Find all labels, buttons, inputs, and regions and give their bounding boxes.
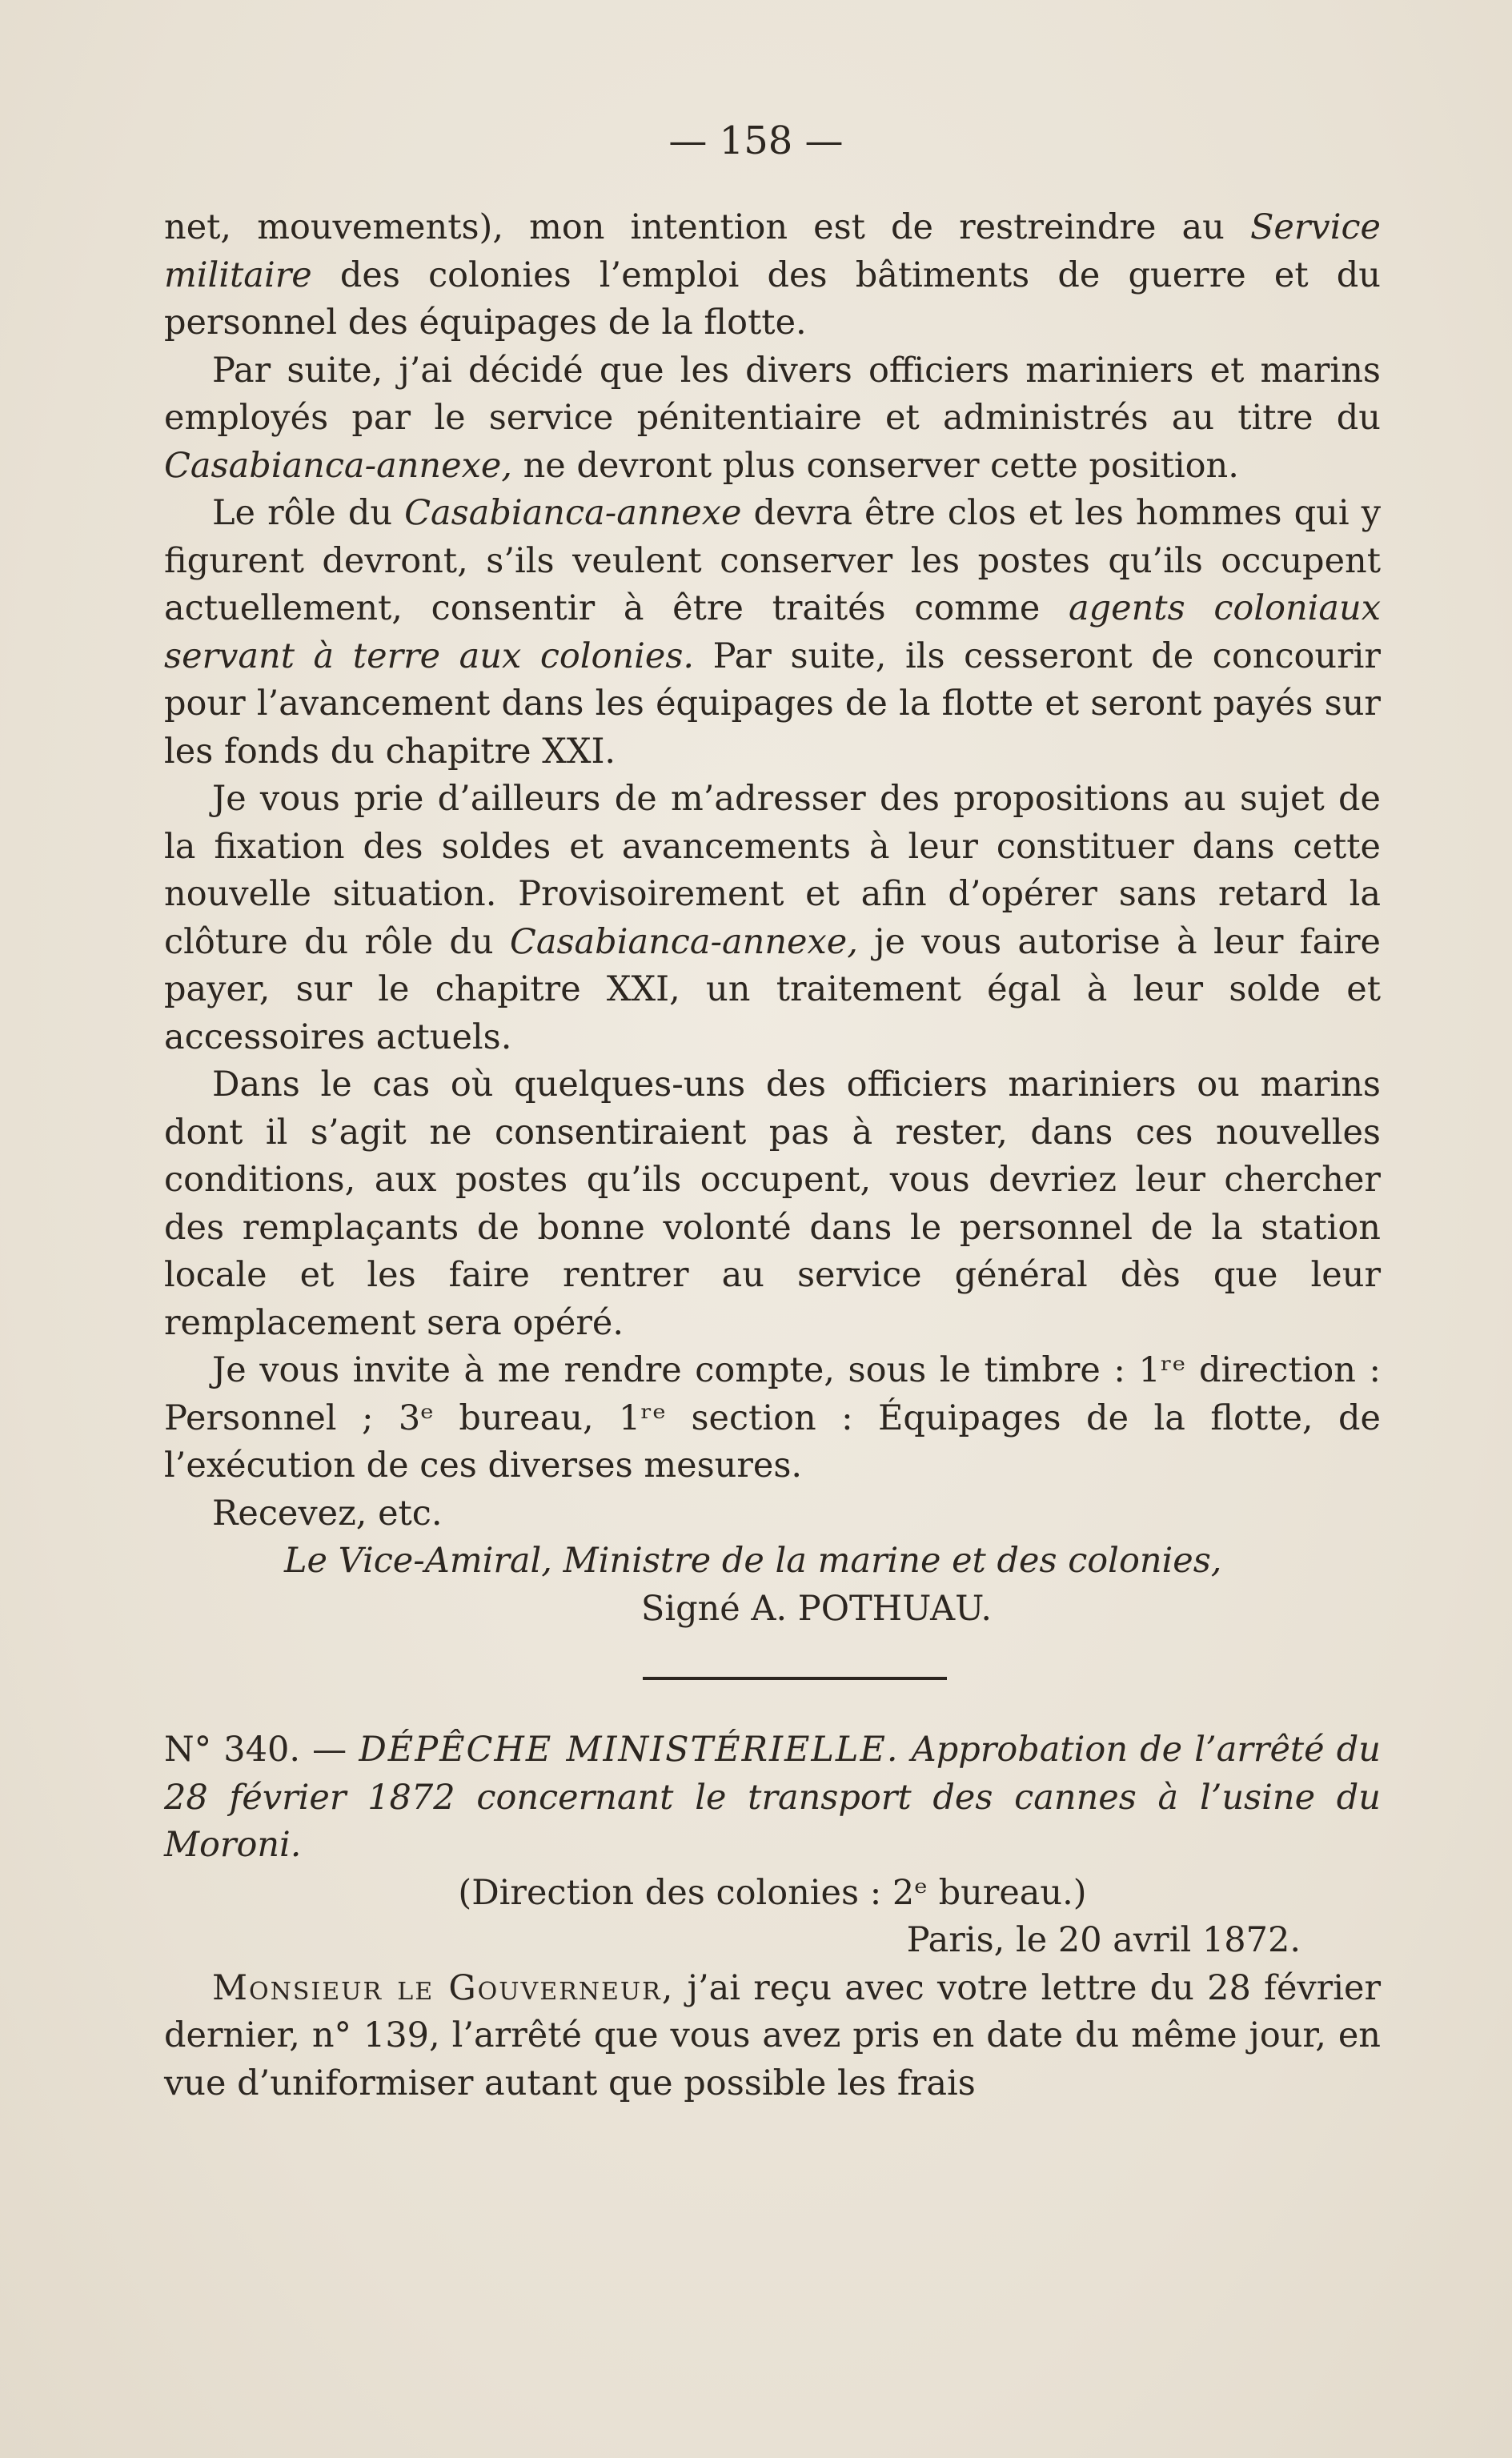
body-text xyxy=(164,204,1381,2107)
text-run: je vous autorise à leur faire payer, sur le chapitre XXI, un traitement égal à leur solde et accessoires actuels. xyxy=(164,921,1381,1057)
italic-run: agents coloniaux servant à terre aux colonies. xyxy=(164,588,1381,676)
italic-run: Service militaire xyxy=(164,207,1381,295)
direction-line: (Direction des colonies : 2ᵉ bureau.) xyxy=(458,1872,1087,1913)
entry-heading xyxy=(164,1726,1381,1870)
signature-name: Signé A. POTHUAU. xyxy=(640,1588,993,1629)
text-run: ne devront plus conserver cette position. xyxy=(511,445,1239,486)
text-run: j’ai reçu avec votre lettre du 28 février dernier, n° 139, l’arrêté que vous avez pris en date du même jour, en vue d’uniformiser autant que possible les frais xyxy=(164,1967,1381,2103)
entry-subject: Approbation de l’arrêté du 28 février 1872 concernant le transport des cannes à l’usine du Moroni. xyxy=(164,1730,1381,1865)
paragraph-2 xyxy=(164,347,1381,491)
italic-run: Casabianca-annexe xyxy=(404,493,742,533)
signature-title: Le Vice-Amiral, Ministre de la marine et des colonies, xyxy=(284,1541,1222,1581)
text-run: Par suite, j’ai décidé que les divers officiers mariniers et marins employés par le service pénitentiaire et administrés au titre du xyxy=(164,350,1381,438)
text-run: Par suite, ils cesseront de concourir pour l’avancement dans les équipages de la flotte et seront payés sur les fonds du chapitre XXI. xyxy=(164,636,1381,772)
paragraph-5: Dans le cas où quelques-uns des officiers mariniers ou marins dont il s’agit ne consentiraient pas à rester, dans ces nouvelles conditions, aux postes qu’ils occupent, vous devriez leur chercher des remplaçants de bonne volonté dans le personnel de la station locale et les faire rentrer au service général dès que leur remplacement sera opéré. xyxy=(164,1065,1381,1343)
text-run: devra être clos et les hommes qui y figurent devront, s’ils veulent conserver les postes qu’ils occupent actuellement, consentir à être traités comme xyxy=(164,493,1381,628)
page-number: — 158 — xyxy=(668,118,844,163)
entry-type: DÉPÊCHE MINISTÉRIELLE. xyxy=(359,1730,900,1770)
italic-run: Casabianca-annexe, xyxy=(164,445,512,486)
text-run: Je vous prie d’ailleurs de m’adresser des propositions au sujet de la fixation des soldes et avancements à leur constituer dans cette nouvelle situation. Provisoirement et afin d’opérer sans retard la clôture du rôle du xyxy=(164,779,1381,962)
text-run: net, mouvements), mon intention est de restreindre au xyxy=(164,207,1250,247)
closing: Recevez, etc. xyxy=(212,1493,443,1534)
italic-run: Casabianca-annexe, xyxy=(509,921,858,962)
dateline: Paris, le 20 avril 1872. xyxy=(906,1920,1301,1960)
paragraph-4 xyxy=(164,776,1381,1061)
text-run: des colonies l’emploi des bâtiments de guerre et du personnel des équipages de la flotte. xyxy=(164,255,1381,343)
paragraph-6: Je vous invite à me rendre compte, sous le timbre : 1ʳᵉ direction : Personnel ; 3ᵉ bureau, 1ʳᵉ section : Équipages de la flotte, de l’exécution de ces diverses mesures. xyxy=(164,1350,1381,1486)
section-divider xyxy=(643,1677,947,1680)
paragraph-3 xyxy=(164,490,1381,776)
entry-number: N° 340. — xyxy=(164,1730,359,1770)
text-run: Le rôle du xyxy=(212,493,405,533)
salutation: Monsieur le Gouverneur, xyxy=(212,1967,675,2008)
letter-opening xyxy=(164,1965,1381,2108)
paragraph-1 xyxy=(164,204,1381,347)
